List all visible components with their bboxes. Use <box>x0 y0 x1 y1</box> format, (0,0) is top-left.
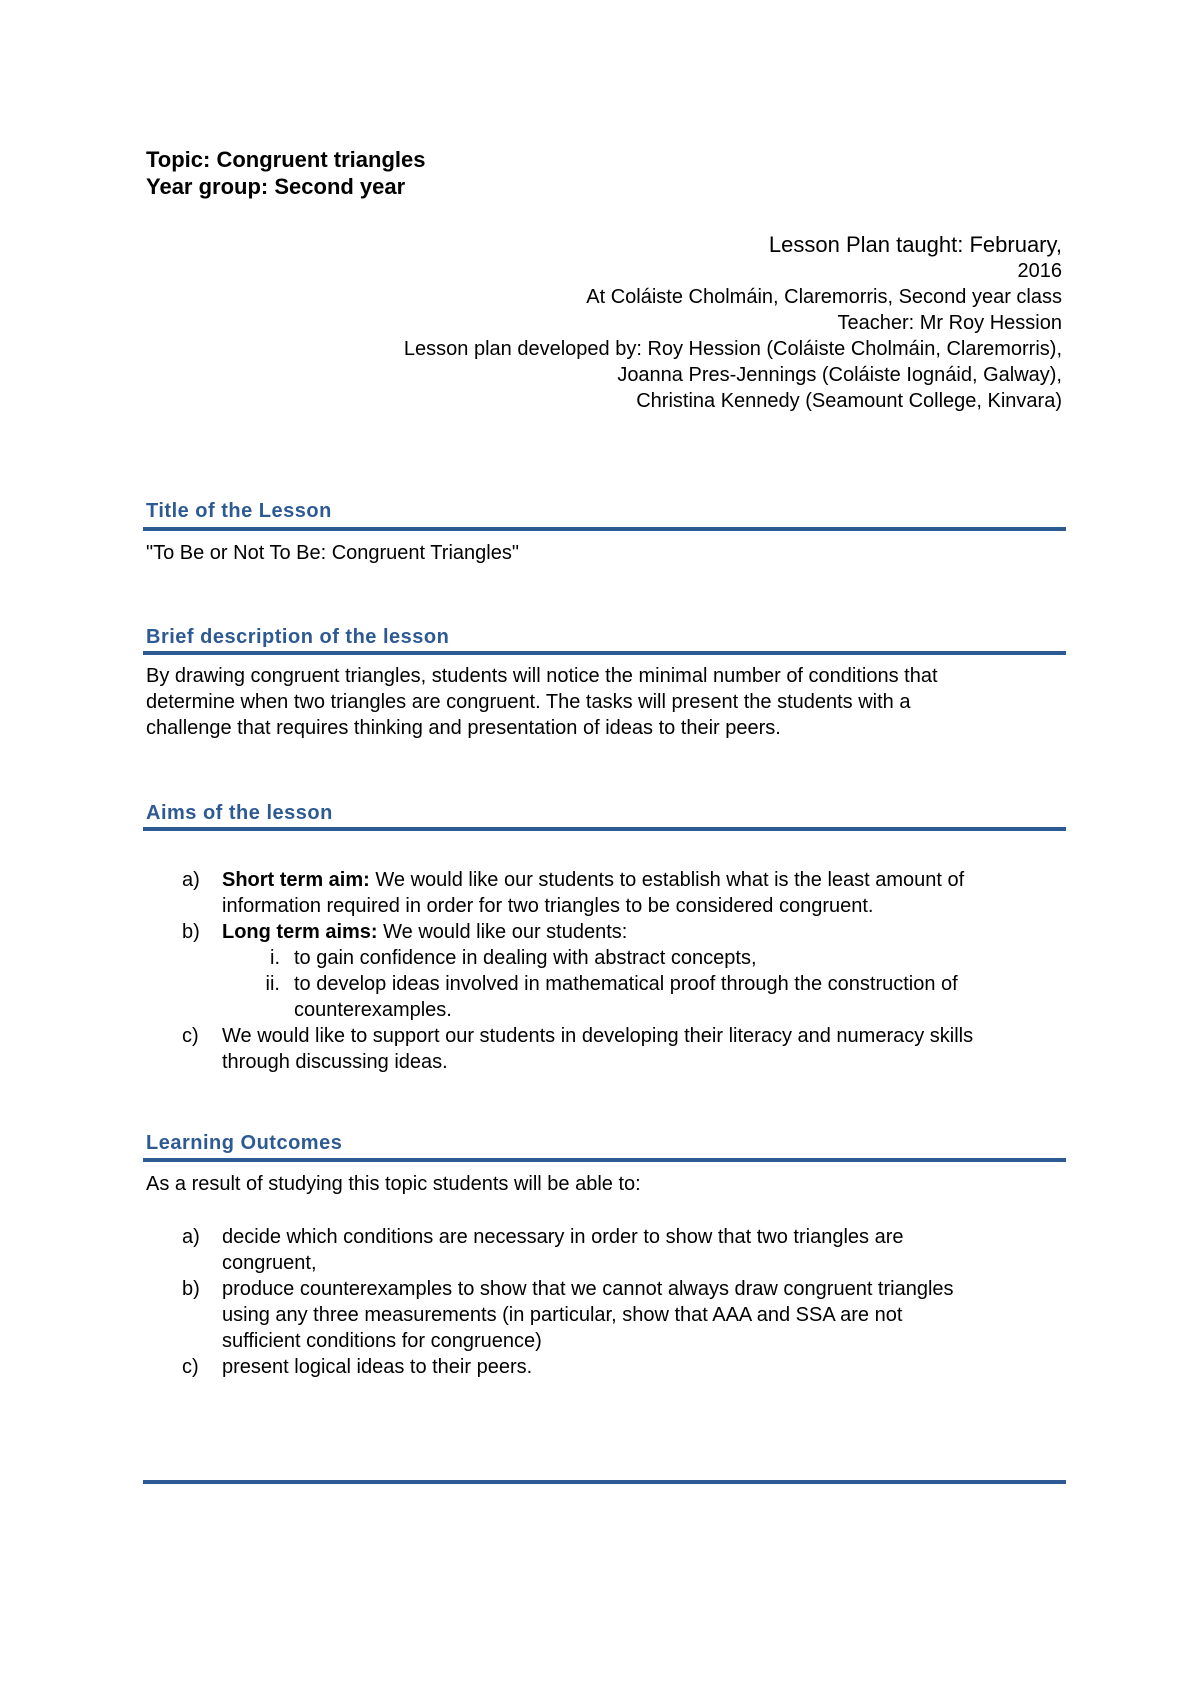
aim-label: Long term aims: <box>222 921 378 943</box>
footer-divider <box>143 1480 1066 1484</box>
outcomes-list <box>146 1224 1066 1380</box>
lesson-title-text: "To Be or Not To Be: Congruent Triangles" <box>146 542 519 564</box>
list-item <box>146 1224 1066 1276</box>
list-marker: c) <box>182 1356 199 1378</box>
outcome-text: using any three measurements (in particular, show that AAA and SSA are not <box>222 1304 903 1326</box>
section-divider <box>143 1158 1066 1162</box>
outcomes-intro: As a result of studying this topic students will be able to: <box>146 1173 641 1195</box>
aim-text: information required in order for two triangles to be considered congruent. <box>222 895 874 917</box>
aim-text: We would like our students: <box>377 921 628 943</box>
list-item <box>146 867 1066 919</box>
text-line: By drawing congruent triangles, students will notice the minimal number of conditions that <box>146 665 938 687</box>
outcome-text: decide which conditions are necessary in order to show that two triangles are <box>222 1226 904 1248</box>
sub-list-item <box>146 945 1066 971</box>
aim-text: We would like to support our students in developing their literacy and numeracy skills <box>222 1025 974 1047</box>
aim-label: Short term aim: <box>222 869 370 891</box>
aim-text: through discussing ideas. <box>222 1051 448 1073</box>
outcome-text: sufficient conditions for congruence) <box>222 1330 542 1352</box>
text-line: challenge that requires thinking and presentation of ideas to their peers. <box>146 717 781 739</box>
list-marker: ii. <box>265 973 280 995</box>
section-divider <box>143 827 1066 831</box>
brief-description <box>146 663 1066 741</box>
meta-line: At Coláiste Cholmáin, Claremorris, Second year class <box>586 286 1062 308</box>
section-heading-outcomes: Learning Outcomes <box>146 1132 343 1154</box>
topic-block <box>146 146 425 200</box>
list-marker: b) <box>182 921 200 943</box>
sub-list-item <box>146 971 1066 1023</box>
list-marker: c) <box>182 1025 199 1047</box>
meta-line: Lesson Plan taught: February, <box>768 232 1062 257</box>
list-marker: b) <box>182 1278 200 1300</box>
topic-heading: Topic: Congruent triangles <box>146 147 426 172</box>
meta-line: Teacher: Mr Roy Hession <box>837 312 1062 334</box>
aim-text: counterexamples. <box>294 999 452 1021</box>
list-marker: a) <box>182 869 200 891</box>
meta-line: Joanna Pres-Jennings (Coláiste Iognáid, Galway), <box>617 364 1062 386</box>
list-item <box>146 919 1066 945</box>
section-heading-aims: Aims of the lesson <box>146 802 333 824</box>
lesson-meta <box>302 232 1062 414</box>
list-marker: a) <box>182 1226 200 1248</box>
section-heading-title: Title of the Lesson <box>146 500 332 522</box>
outcome-text: produce counterexamples to show that we cannot always draw congruent triangles <box>222 1278 954 1300</box>
aim-text: We would like our students to establish what is the least amount of <box>369 869 965 891</box>
aims-list <box>146 867 1066 1075</box>
list-item <box>146 1354 1066 1380</box>
list-item <box>146 1023 1066 1075</box>
meta-line: Christina Kennedy (Seamount College, Kinvara) <box>636 390 1062 412</box>
list-marker: i. <box>270 947 280 969</box>
section-divider <box>143 527 1066 531</box>
meta-line: Lesson plan developed by: Roy Hession (Coláiste Cholmáin, Claremorris), <box>403 338 1062 360</box>
outcome-text: congruent, <box>222 1252 317 1274</box>
outcome-text: present logical ideas to their peers. <box>222 1356 533 1378</box>
year-group-heading: Year group: Second year <box>146 174 406 199</box>
list-item <box>146 1276 1066 1354</box>
text-line: determine when two triangles are congruent. The tasks will present the students with a <box>146 691 911 713</box>
meta-line: 2016 <box>1017 260 1062 282</box>
aim-text: to develop ideas involved in mathematical proof through the construction of <box>294 973 958 995</box>
section-heading-brief: Brief description of the lesson <box>146 626 450 648</box>
section-divider <box>143 651 1066 655</box>
aim-text: to gain confidence in dealing with abstract concepts, <box>294 947 757 969</box>
